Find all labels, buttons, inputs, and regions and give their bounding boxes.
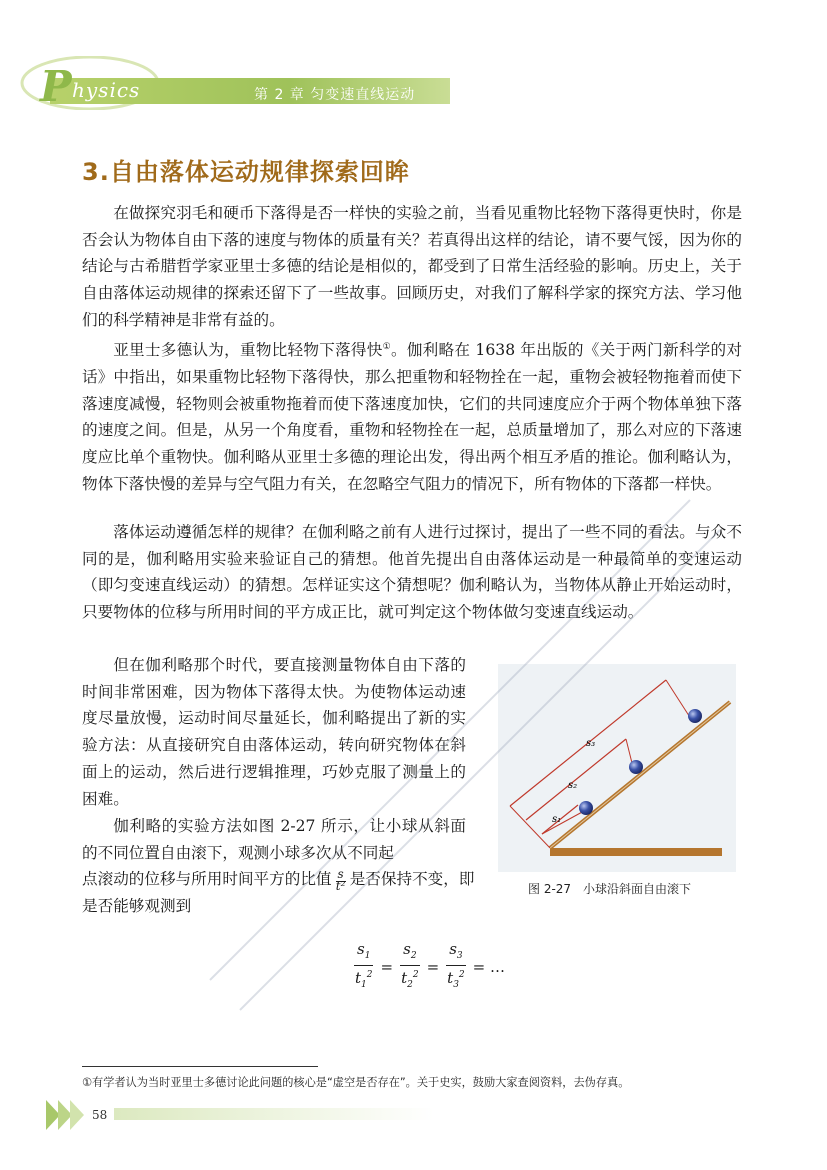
eq-term-1-den-sup: 2	[366, 970, 373, 980]
eq-term-3-num-sub: 3	[456, 951, 463, 961]
ball-1	[579, 801, 593, 815]
eq-term-1-den: t	[355, 969, 362, 987]
eq-sign-2: =	[426, 958, 440, 976]
label-s1: s₁	[552, 814, 562, 825]
footer-band	[114, 1108, 434, 1120]
figure-caption: 图 2-27 小球沿斜面自由滚下	[528, 882, 692, 896]
fraction-denominator: t²	[335, 879, 346, 893]
figure-inclined-plane	[498, 664, 736, 872]
paragraph-4: 但在伽利略那个时代，要直接测量物体自由下落的时间非常困难，因为物体下落得太快。为使物体运动速度尽量放慢，运动时间尽量延长，伽利略提出了新的实验方法：从直接研究自由落体运动，转向研究物体在斜面上的运动，然后进行逻辑推理，巧妙克服了测量上的困难。	[82, 656, 466, 808]
logo-letter: P	[40, 62, 72, 111]
ball-2	[629, 760, 643, 774]
paragraph-6	[82, 866, 482, 919]
ramp-highlight	[550, 702, 730, 848]
eq-term-1-num-sub: 1	[364, 951, 371, 961]
tick-s1	[542, 811, 584, 834]
eq-sign-1: =	[380, 958, 394, 976]
label-s3: s₃	[586, 738, 596, 749]
eq-term-1-den-sub: 1	[361, 980, 367, 990]
paragraph-2-part-b: 。伽利略在 1638 年出版的《关于两门新科学的对话》中指出，如果重物比轻物下落得快，那么把重物和轻物拴在一起，重物会被轻物拖着而使下落速度减慢，轻物则会被重物拖着而使下落速度加快，它们的共同速度应介于两个物体单独下落的速度之间。但是，从另一个角度看，重物和轻物拴在一起，总质量增加了，那么对应的下落速度应比单个重物快。伽利略从亚里士多德的理论出发，得出两个相互矛盾的推论。伽利略认为，物体下落快慢的差异与空气阻力有关，在忽略空气阻力的情况下，所有物体的下落都一样快。	[82, 341, 742, 493]
footer-arrows-icon	[46, 1098, 92, 1132]
eq-term-2-den-sub: 2	[407, 980, 413, 990]
eq-term-1	[352, 940, 376, 994]
paragraph-1: 在做探究羽毛和硬币下落得是否一样快的实验之前，当看见重物比轻物下落得更快时，你是否会认为物体自由下落的速度与物体的质量有关？若真得出这样的结论，请不要气馁，因为你的结论与古希腊哲学家亚里士多德的结论是相似的，都受到了日常生活经验的影响。历史上，关于自由落体运动规律的探索还留下了一些故事。回顾历史，对我们了解科学家的探究方法、学习他们的科学精神是非常有益的。	[82, 204, 742, 329]
inline-fraction	[336, 868, 346, 892]
ratio-equation	[350, 940, 508, 994]
eq-term-2	[398, 940, 422, 994]
eq-term-3-den-sup: 2	[458, 970, 465, 980]
eq-term-3-den-sub: 3	[453, 980, 459, 990]
paragraph-5: 伽利略的实验方法如图 2-27 所示，让小球从斜面的不同位置自由滚下，观测小球多次从不同起	[82, 817, 466, 862]
footnote-rule	[82, 1066, 318, 1067]
footnote: ①有学者认为当时亚里士多德讨论此问题的核心是“虚空是否存在”。关于史实，鼓励大家查阅资料，去伪存真。	[82, 1076, 630, 1089]
eq-term-2-num-sub: 2	[410, 951, 417, 961]
paragraph-6-part-b: 是否保持不变，即是否能够观测到	[82, 870, 475, 915]
eq-tail: = …	[472, 958, 505, 976]
fraction-numerator: s	[337, 867, 344, 881]
eq-term-2-num: s	[403, 940, 411, 958]
label-s2: s₂	[568, 780, 578, 791]
paragraph-3: 落体运动遵循怎样的规律？在伽利略之前有人进行过探讨，提出了一些不同的看法。与众不同的是，伽利略用实验来验证自己的猜想。他首先提出自由落体运动是一种最简单的变速运动（即匀变速直线运动）的猜想。怎样证实这个猜想呢？伽利略认为，当物体从静止开始运动时，只要物体的位移与所用时间的平方成正比，就可判定这个物体做匀变速直线运动。	[82, 523, 742, 622]
paragraph-2-part-a: 亚里士多德认为，重物比轻物下落得快	[113, 341, 383, 360]
logo-word: hysics	[72, 78, 141, 102]
eq-term-2-den-sup: 2	[412, 970, 419, 980]
eq-term-3-num: s	[449, 940, 457, 958]
page-number: 58	[92, 1108, 108, 1122]
section-title: 3.自由落体运动规律探索回眸	[82, 158, 410, 186]
paragraph-6-part-a: 点滚动的位移与所用时间平方的比值	[82, 870, 332, 888]
eq-term-3-den: t	[447, 969, 454, 987]
tick-base	[510, 806, 550, 848]
chapter-title: 第 2 章 匀变速直线运动	[254, 87, 416, 103]
footnote-marker: ①	[382, 342, 391, 352]
ground-bar	[550, 848, 722, 856]
eq-term-1-num: s	[357, 940, 365, 958]
paragraph-2	[82, 334, 742, 497]
eq-term-3	[444, 940, 468, 994]
eq-term-2-den: t	[401, 969, 408, 987]
ball-3	[688, 709, 702, 723]
inclined-plane-diagram	[498, 664, 736, 872]
